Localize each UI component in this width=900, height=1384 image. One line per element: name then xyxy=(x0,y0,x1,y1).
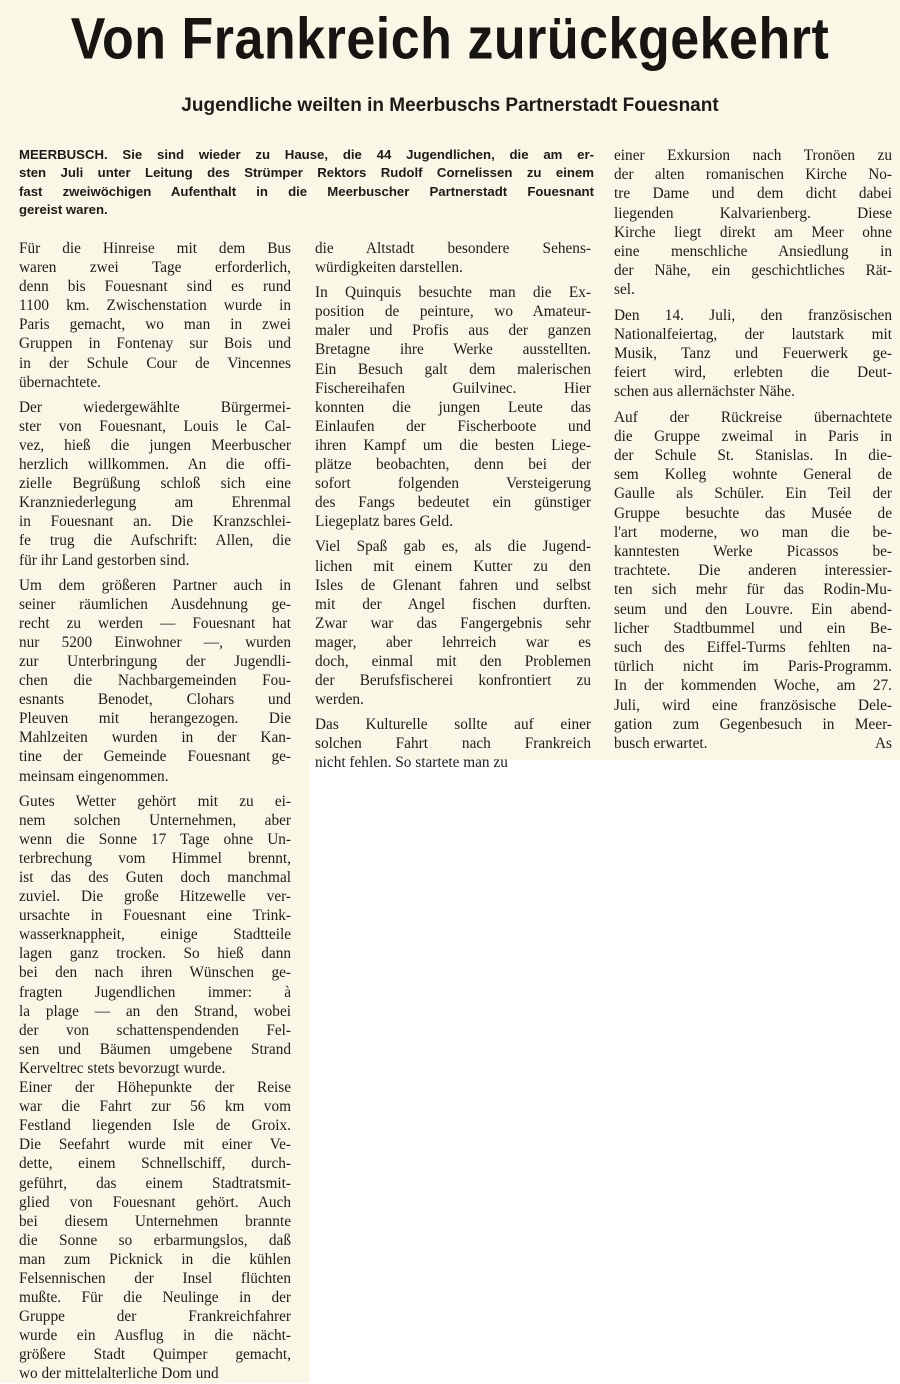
text-line: tine der Gemeinde Fouesnant ge- xyxy=(19,748,291,766)
text-line: der alten romanischen Kirche No- xyxy=(614,166,892,184)
text-line: licher Stadtbummel und ein Be- xyxy=(614,619,892,637)
text-line: fe trug die Aufschrift: Allen, die xyxy=(19,532,291,550)
text-line: solchen Fahrt nach Frankreich xyxy=(315,735,591,753)
text-line: Für die Hinreise mit dem Bus xyxy=(19,240,291,257)
text-line: werden. xyxy=(315,691,364,709)
text-line: ist das des Guten doch manchmal xyxy=(19,869,291,886)
text-line: die Gruppe zweimal in Paris in xyxy=(614,427,892,445)
text-line: seum und den Louvre. Ein abend- xyxy=(614,600,892,618)
text-line: seiner räumlichen Ausdehnung ge- xyxy=(19,595,291,613)
text-line: position de peinture, wo Amateur- xyxy=(315,303,591,321)
text-line: war die Fahrt zur 56 km vom xyxy=(19,1098,291,1116)
text-line: ihren Kampf um die besten Liege- xyxy=(315,436,591,454)
text-line: der von schattenspendenden Fel- xyxy=(19,1021,291,1039)
text-line: wenn die Sonne 17 Tage ohne Un- xyxy=(19,830,291,848)
article-column-3 xyxy=(614,146,892,753)
text-line: zuviel. Die große Hitzewelle ver- xyxy=(19,888,291,906)
text-line: Das Kulturelle sollte auf einer xyxy=(315,716,591,734)
text-line: glied von Fouesnant gehört. Auch xyxy=(19,1193,291,1211)
text-line: Gruppe der Frankreichfahrer xyxy=(19,1308,291,1326)
text-line: denn bis Fouesnant sind es rund xyxy=(19,278,291,296)
text-line: nem solchen Unternehmen, aber xyxy=(19,811,291,829)
text-line: fragten Jugendlichen immer: à xyxy=(19,983,291,1001)
text-line: Ein Besuch galt dem malerischen xyxy=(315,360,591,378)
text-line: recht zu werden — Fouesnant hat xyxy=(19,614,291,632)
text-line: einer Exkursion nach Tronöen zu xyxy=(614,147,892,164)
text-line: lichen mit einem Kutter zu den xyxy=(315,557,591,575)
text-line: Liegeplatz bares Geld. xyxy=(315,513,454,531)
text-line: doch, einmal mit den Problemen xyxy=(315,652,591,670)
text-line: Pleuven mit herangezogen. Die xyxy=(19,710,291,728)
text-line: geführt, das einem Stadtratsmit- xyxy=(19,1174,291,1192)
text-line: sem Kolleg wohnte General de xyxy=(614,466,892,484)
text-line: trachtete. Die anderen interessier- xyxy=(614,562,892,580)
text-line: zielle Begrüßung schloß sich eine xyxy=(19,475,291,493)
text-line: busch erwartet. xyxy=(614,735,708,753)
article-column-1 xyxy=(19,239,291,1384)
text-line: des Fangs bedeutet ein günstiger xyxy=(315,494,591,512)
text-line: der Schule St. Stanislas. In die- xyxy=(614,447,892,465)
text-line: meinsam eingenommen. xyxy=(19,767,169,785)
text-line: zur Unterbringung der Jugendli- xyxy=(19,652,291,670)
text-line: Felsennischen der Insel flüchten xyxy=(19,1269,291,1287)
text-line: lagen ganz trocken. So hieß dann xyxy=(19,945,291,963)
text-line: such des Eiffel-Turms fehlten na- xyxy=(614,639,892,657)
text-line: sen und Bäumen umgebene Strand xyxy=(19,1040,291,1058)
text-line: maler und Profis aus der ganzen xyxy=(315,322,591,340)
text-line: Einlaufen der Fischerboote und xyxy=(315,417,591,435)
text-line: l'art moderne, wo man die be- xyxy=(614,523,892,541)
text-line: feiert wird, erlebten die Deut- xyxy=(614,364,892,382)
text-line: In der kommenden Woche, am 27. xyxy=(614,677,892,695)
text-line: vez, hieß die jungen Meerbuscher xyxy=(19,436,291,454)
text-line: Paris gemacht, wo man in zwei xyxy=(19,316,291,334)
text-line: wurde ein Ausflug in die nächt- xyxy=(19,1327,291,1345)
text-line: Gaulle als Schüler. Ein Teil der xyxy=(614,485,892,503)
text-line: Juli, wird eine französische Dele- xyxy=(614,696,892,714)
text-line: gation zum Gegenbesuch in Meer- xyxy=(614,715,892,733)
text-line: Mahlzeiten wurden in der Kan- xyxy=(19,729,291,747)
text-line: Kranzniederlegung am Ehrenmal xyxy=(19,494,291,512)
text-line: liegenden Kalvarienberg. Diese xyxy=(614,204,892,222)
text-line: für ihr Land gestorben sind. xyxy=(19,551,190,569)
text-line: Gruppen in Fontenay sur Bois und xyxy=(19,335,291,353)
text-line: würdigkeiten darstellen. xyxy=(315,259,463,277)
text-line: Den 14. Juli, den französischen xyxy=(614,306,892,324)
text-line: Der wiedergewählte Bürgermei- xyxy=(19,398,291,416)
text-line: nicht fehlen. So startete man zu xyxy=(315,754,508,772)
text-line: Die Seefahrt wurde mit einer Ve- xyxy=(19,1136,291,1154)
lead-line: gereist waren. xyxy=(19,201,108,217)
article-column-2 xyxy=(315,239,591,773)
lead-line: fast zweiwöchigen Aufenthalt in die Meerbuscher Partnerstadt Fouesnant xyxy=(19,183,594,199)
text-line: Isles de Glenant fahren und selbst xyxy=(315,576,591,594)
text-line: mager, aber lehrreich war es xyxy=(315,633,591,651)
text-line: ursachte in Fouesnant eine Trink- xyxy=(19,907,291,925)
text-line: Musik, Tanz und Feuerwerk ge- xyxy=(614,345,892,363)
text-line: der Berufsfischerei konfrontiert zu xyxy=(315,672,591,690)
text-line: herzlich willkommen. An die offi- xyxy=(19,456,291,474)
lead-line: MEERBUSCH. Sie sind wieder zu Hause, die 44 Jugendlichen, die am er- xyxy=(19,147,594,162)
text-line: bei diesem Unternehmen brannte xyxy=(19,1212,291,1230)
text-line: esnants Benodet, Clohars und xyxy=(19,691,291,709)
text-line: Kirche liegt direkt am Meer ohne xyxy=(614,223,892,241)
text-line: Kerveltrec stets bevorzugt wurde. xyxy=(19,1059,226,1077)
text-line: eine menschliche Ansiedlung in xyxy=(614,243,892,261)
text-line: chen die Nachbargemeinden Fou- xyxy=(19,672,291,690)
text-line: die Altstadt besondere Sehens- xyxy=(315,240,591,257)
text-line: türlich nicht im Paris-Programm. xyxy=(614,658,892,676)
text-line: übernachtete. xyxy=(19,373,101,391)
text-line: man zum Picknick in die kühlen xyxy=(19,1250,291,1268)
text-line: die Sonne so erbarmungslos, daß xyxy=(19,1231,291,1249)
text-line: tre Dame und dem dicht dabei xyxy=(614,185,892,203)
text-line: Um dem größeren Partner auch in xyxy=(19,576,291,594)
text-line: 1100 km. Zwischenstation wurde in xyxy=(19,297,291,315)
text-line: In Quinquis besuchte man die Ex- xyxy=(315,284,591,302)
text-line: sel. xyxy=(614,281,635,299)
text-line: sofort folgenden Versteigerung xyxy=(315,475,591,493)
text-line: mußte. Für die Neulinge in der xyxy=(19,1289,291,1307)
text-line: Einer der Höhepunkte der Reise xyxy=(19,1079,291,1097)
text-line: plätze beobachten, denn bei der xyxy=(315,456,591,474)
text-line: in Fouesnant an. Die Kranzschlei- xyxy=(19,513,291,531)
text-line: der Nähe, ein geschichtliches Rät- xyxy=(614,262,892,280)
text-line: Zwar war das Fangergebnis sehr xyxy=(315,614,591,632)
text-line: Gruppe besuchte das Musée de xyxy=(614,504,892,522)
text-line: Auf der Rückreise übernachtete xyxy=(614,408,892,426)
text-line: wo der mittelalterliche Dom und xyxy=(19,1365,219,1383)
text-line: größere Stadt Quimper gemacht, xyxy=(19,1346,291,1364)
lead-line: sten Juli unter Leitung des Strümper Rektors Rudolf Cornelissen zu einem xyxy=(19,165,594,181)
text-line: Nationalfeiertag, der lautstark mit xyxy=(614,325,892,343)
text-line: As xyxy=(875,735,892,753)
subheadline: Jugendliche weilten in Meerbuschs Partnerstadt Fouesnant xyxy=(181,95,719,116)
text-line: Fischereihafen Guilvinec. Hier xyxy=(315,379,591,397)
text-line: Gutes Wetter gehört mit zu ei- xyxy=(19,792,291,810)
text-line: la plage — an den Strand, wobei xyxy=(19,1002,291,1020)
text-line: ster von Fouesnant, Louis le Cal- xyxy=(19,417,291,435)
text-line: in der Schule Cour de Vincennes xyxy=(19,354,291,372)
text-line: dette, einem Schnellschiff, durch- xyxy=(19,1155,291,1173)
lead-paragraph xyxy=(19,146,594,219)
text-line: terbrechung vom Himmel brennt, xyxy=(19,849,291,867)
text-line: bei den nach ihren Wünschen ge- xyxy=(19,964,291,982)
text-line: waren zwei Tage erforderlich, xyxy=(19,259,291,277)
text-line: ten sich mehr für das Rodin-Mu- xyxy=(614,581,892,599)
text-line: Bretagne ihre Werke ausstellten. xyxy=(315,341,591,359)
text-line: schen aus allernächster Nähe. xyxy=(614,383,795,401)
headline: Von Frankreich zurückgekehrt xyxy=(70,7,830,73)
text-line: konnten die jungen Leute das xyxy=(315,398,591,416)
text-line: Viel Spaß gab es, als die Jugend- xyxy=(315,538,591,556)
text-line: Festland liegenden Isle de Groix. xyxy=(19,1117,291,1135)
text-line: kanntesten Werke Picassos be- xyxy=(614,543,892,561)
text-line: wasserknappheit, einige Stadtteile xyxy=(19,926,291,944)
text-line: nur 5200 Einwohner —, wurden xyxy=(19,633,291,651)
text-line: mit der Angel fischen durften. xyxy=(315,595,591,613)
